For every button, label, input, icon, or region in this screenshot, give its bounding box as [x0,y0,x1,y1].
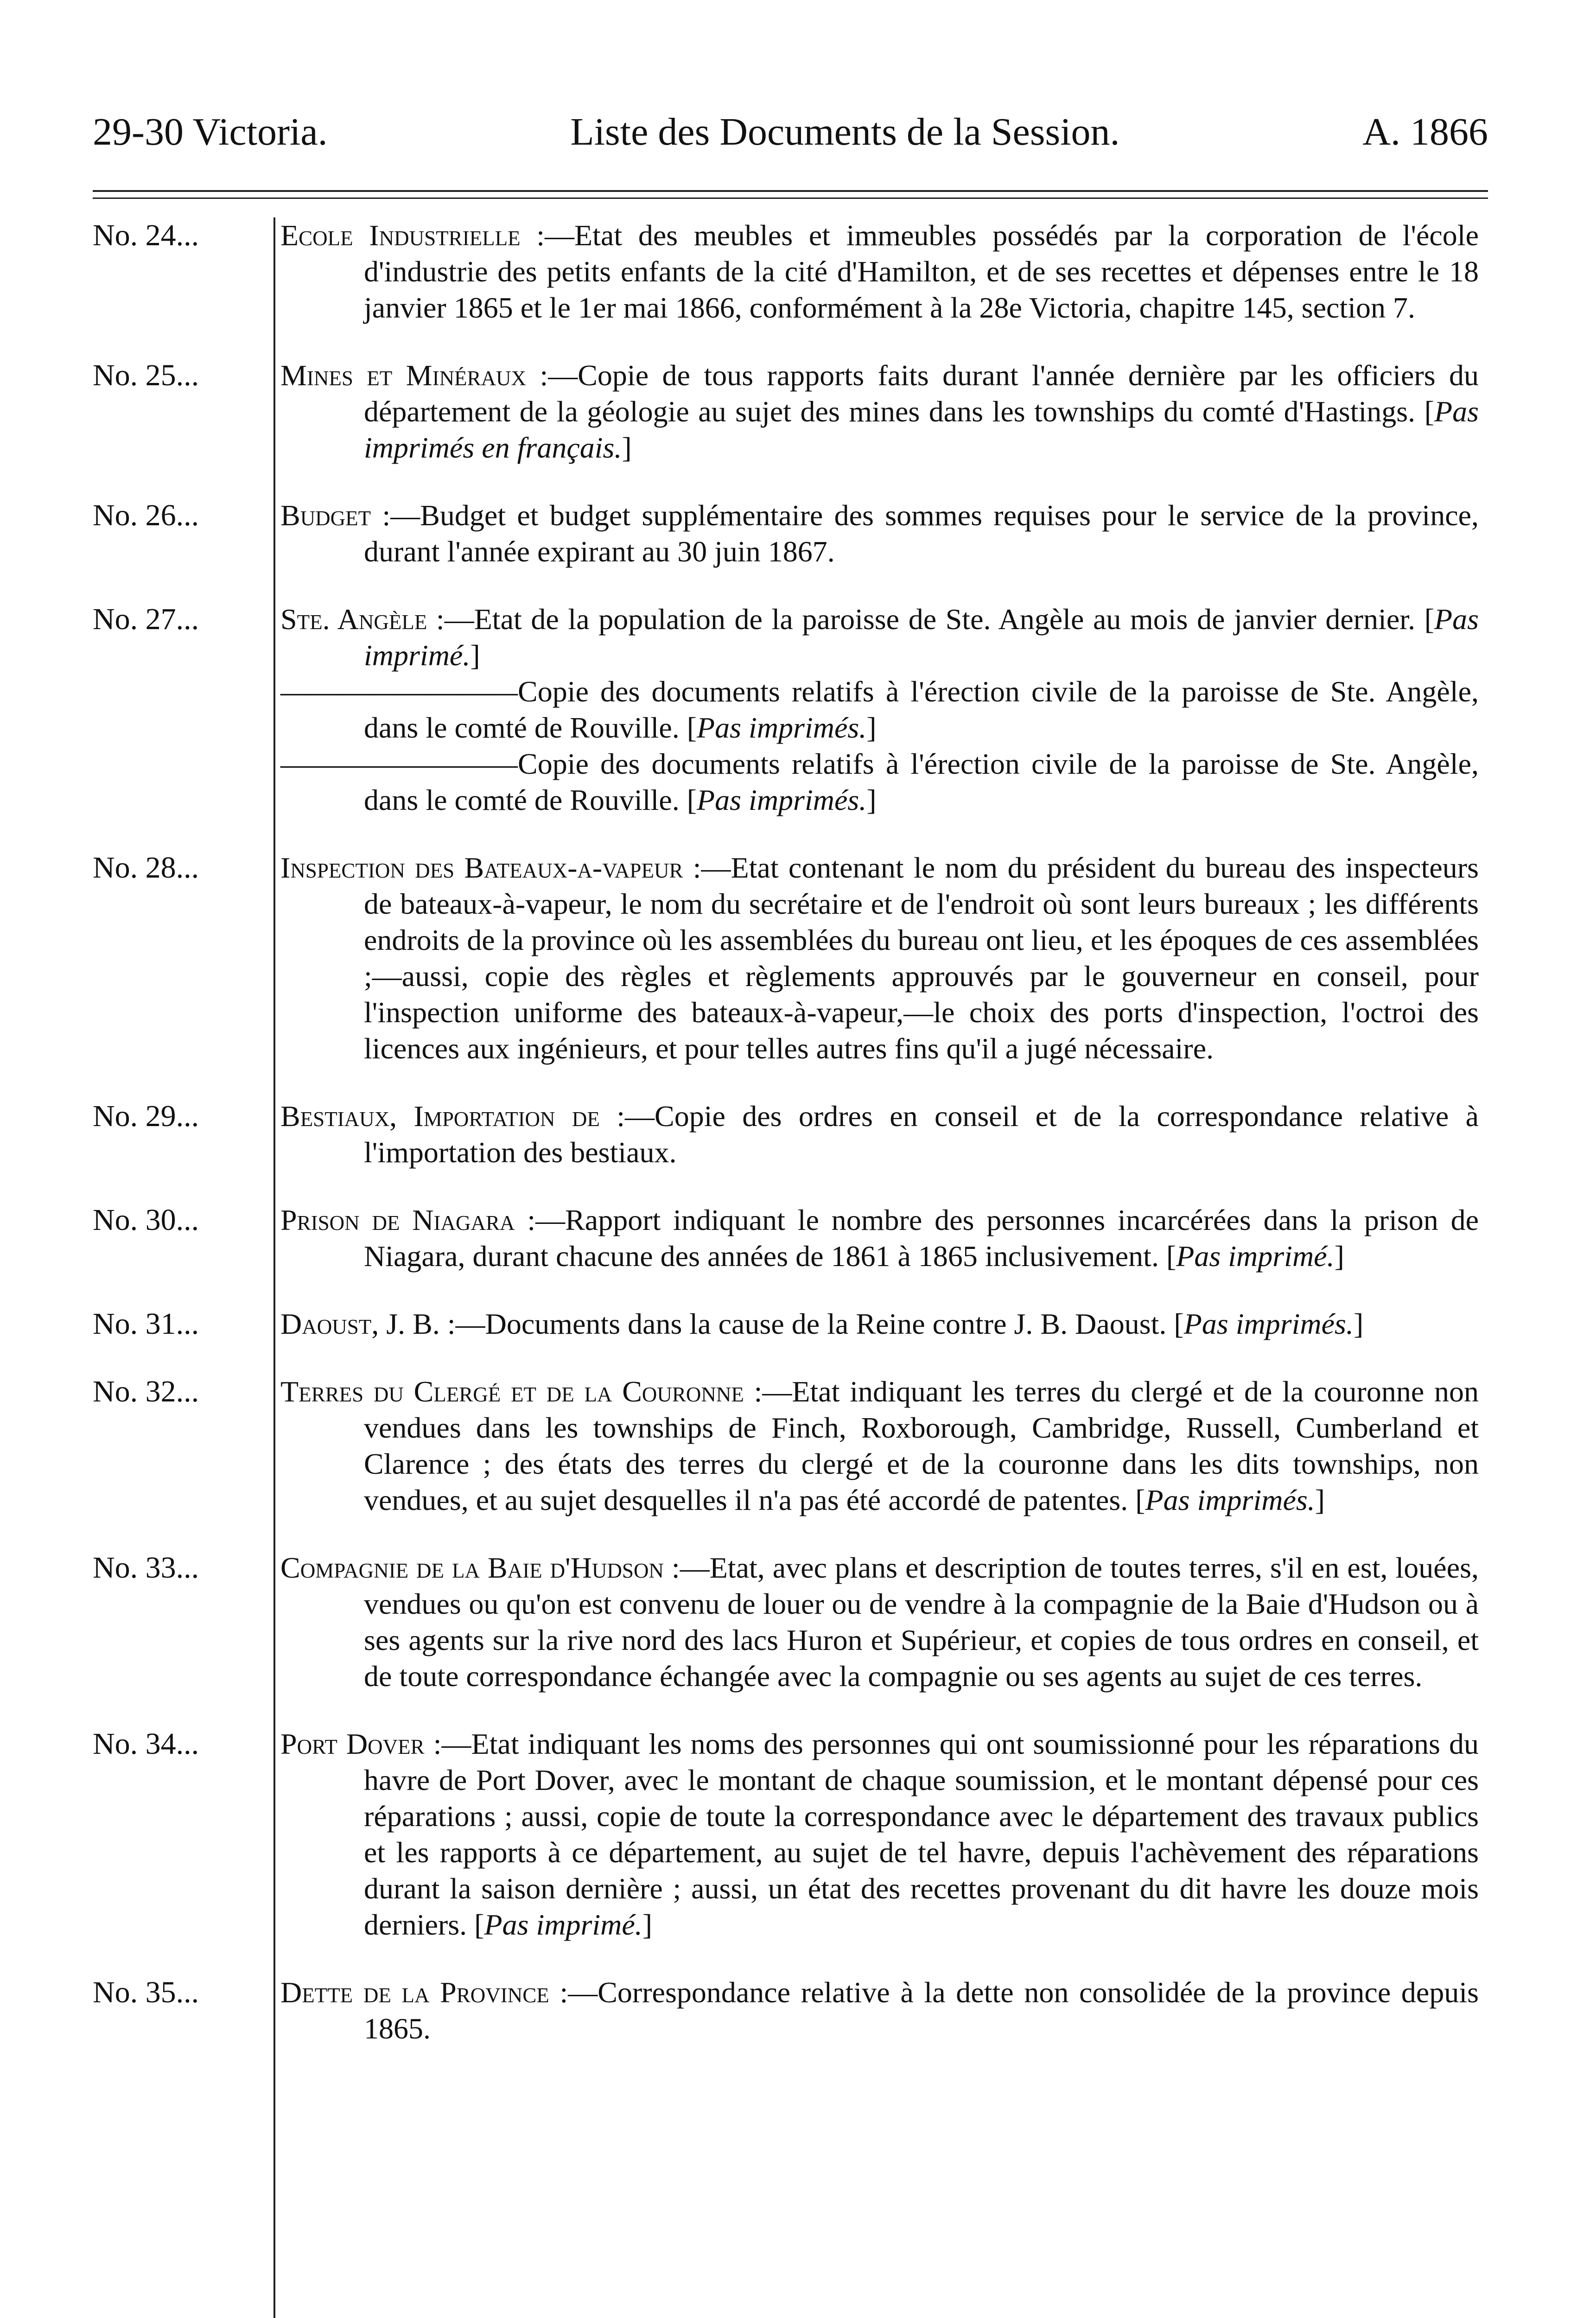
document-entry [93,1374,1488,1518]
entry-heading: Budget [280,499,371,532]
document-entry [93,497,1488,570]
entry-body: :—Etat des meubles et immeubles possédés par la corporation de l'école d'industrie des petits enfants de la cité d'Hamilton, et de ses recettes et dépenses entre le 18 janvier 1865 et le 1er mai 1866, conformément à la 28e Victoria, chapitre 145, section 7. [364,219,1479,324]
document-entry [93,1550,1488,1694]
entry-text [271,1374,1479,1518]
entry-text [271,850,1479,1067]
document-entry [93,357,1488,466]
entry-body: :—Correspondance relative à la dette non consolidée de la province depuis 1865. [364,1976,1479,2045]
entry-body: :—Documents dans la cause de la Reine contre J. B. Daoust. [439,1307,1174,1340]
entry-body: :—Etat contenant le nom du président du bureau des inspecteurs de bateaux-à-vapeur, le nom du secrétaire et de l'endroit où sont leurs bureaux ; les différents endroits de la province où les assemblées du bureau ont lieu, et les époques de ces assemblées ;—aussi, copie des règles et règlements approuvés par le gouverneur en conseil, pour l'inspection uniforme des bateaux-à-vapeur,—le choix des ports d'inspection, l'octroi des licences aux ingénieurs, et pour telles autres fins qu'il a jugé nécessaire. [364,851,1479,1065]
document-list [93,217,1488,2047]
entry-note: Pas imprimé. [364,603,1479,672]
column-divider [273,217,275,2318]
entry-body: :—Budget et budget supplémentaire des sommes requises pour le service de la province, durant l'année expirant au 30 juin 1867. [364,499,1479,568]
document-entry [93,1098,1488,1171]
header-center: Liste des Documents de la Session. [570,110,1120,153]
sub-entry-note: Pas imprimés. [697,711,867,744]
entry-number: No. 32... [93,1375,199,1408]
entry-text [271,1098,1479,1171]
entry-body: :—Copie de tous rapports faits durant l'année dernière par les officiers du département de la géologie au sujet des mines dans les townships du comté d'Hastings. [364,359,1479,428]
entry-body: :—Rapport indiquant le nombre des personnes incarcérées dans la prison de Niagara, durant chacune des années de 1861 à 1865 inclusivement. [364,1204,1479,1273]
entry-heading: Daoust, J. B. [280,1307,440,1340]
entry-note: Pas imprimés. [1145,1484,1315,1516]
entry-text [271,1974,1479,2047]
entry-note: Pas imprimés. [1183,1307,1354,1340]
document-entry [93,1306,1488,1342]
entry-heading: Mines et Minéraux [280,359,527,392]
entry-number: No. 35... [93,1975,199,2009]
entry-heading: Prison de Niagara [280,1204,515,1236]
entry-heading: Ste. Angèle [280,603,427,636]
entry-text [271,1202,1479,1274]
header-rule [93,190,1488,199]
running-head [93,107,1488,158]
entry-text [271,357,1479,466]
document-entry [93,1202,1488,1274]
document-entry [93,1726,1488,1943]
entry-number: No. 25... [93,358,199,392]
entry-heading: Ecole Industrielle [280,219,521,252]
document-entry [93,850,1488,1067]
document-entry [93,601,1488,818]
entry-text [271,601,1479,818]
header-right: A. 1866 [1362,110,1488,153]
document-entry [93,1974,1488,2047]
entry-number: No. 28... [93,851,199,885]
entry-heading: Compagnie de la Baie d'Hudson [280,1551,664,1584]
sub-entry-dash: ———————— [280,747,518,780]
entry-text [271,1550,1479,1694]
entry-text [271,497,1479,570]
entry-note: Pas imprimé. [1176,1240,1335,1273]
entry-body: :—Etat, avec plans et description de toutes terres, s'il en est, louées, vendues ou qu'on est convenu de louer ou de vendre à la compagnie de la Baie d'Hudson ou à ses agents sur la rive nord des lacs Huron et Supérieur, et copies de tous ordres en conseil, et de toute correspondance échangée avec la compagnie ou ses agents au sujet de ces terres. [364,1551,1479,1693]
entry-number: No. 31... [93,1307,199,1341]
sub-entry-body: Copie des documents relatifs à l'érection civile de la paroisse de Ste. Angèle, dans le comté de Rouville. [364,747,1479,816]
document-entry [93,217,1488,326]
entry-heading: Terres du Clergé et de la Couronne [280,1375,744,1408]
entry-body: :—Etat indiquant les terres du clergé et de la couronne non vendues dans les townships de Finch, Roxborough, Cambridge, Russell, Cumberland et Clarence ; des états des terres du clergé et de la couronne dans les dits townships, non vendues, et au sujet desquelles il n'a pas été accordé de patentes. [364,1375,1479,1516]
header-left: 29-30 Victoria. [93,110,328,153]
entry-number: No. 27... [93,602,199,636]
entry-body: :—Copie des ordres en conseil et de la correspondance relative à l'importation des bestiaux. [364,1100,1479,1169]
entry-text [271,1726,1479,1943]
entry-number: No. 26... [93,498,199,532]
entry-text [271,1306,1479,1342]
entry-number: No. 24... [93,218,199,252]
page [93,107,1488,2078]
sub-entry-body: Copie des documents relatifs à l'érection civile de la paroisse de Ste. Angèle, dans le comté de Rouville. [364,675,1479,744]
entry-number: No. 33... [93,1551,199,1585]
entry-body: :—Etat de la population de la paroisse de Ste. Angèle au mois de janvier dernier. [427,603,1424,636]
entry-note: Pas imprimés en français. [364,395,1479,464]
entry-number: No. 30... [93,1203,199,1237]
entry-number: No. 29... [93,1099,199,1133]
entry-text [271,217,1479,326]
entry-note: Pas imprimé. [484,1908,642,1941]
entry-heading: Inspection des Bateaux-a-vapeur [280,851,683,884]
entry-heading: Dette de la Province [280,1976,549,2009]
entry-body: :—Etat indiquant les noms des personnes qui ont soumissionné pour les réparations du havre de Port Dover, avec le montant de chaque soumission, et le montant dépensé pour ces réparations ; aussi, copie de toute la correspondance avec le département des travaux publics et les rapports à ce département, au sujet de tel havre, depuis l'achèvement des réparations durant la saison dernière ; aussi, un état des recettes provenant du dit havre les douze mois derniers. [364,1727,1479,1941]
entry-number: No. 34... [93,1727,199,1761]
sub-entry-note: Pas imprimés. [697,783,867,816]
entry-heading: Port Dover [280,1727,425,1760]
entry-heading: Bestiaux, Importation de [280,1100,600,1133]
sub-entry-dash: ———————— [280,675,518,708]
